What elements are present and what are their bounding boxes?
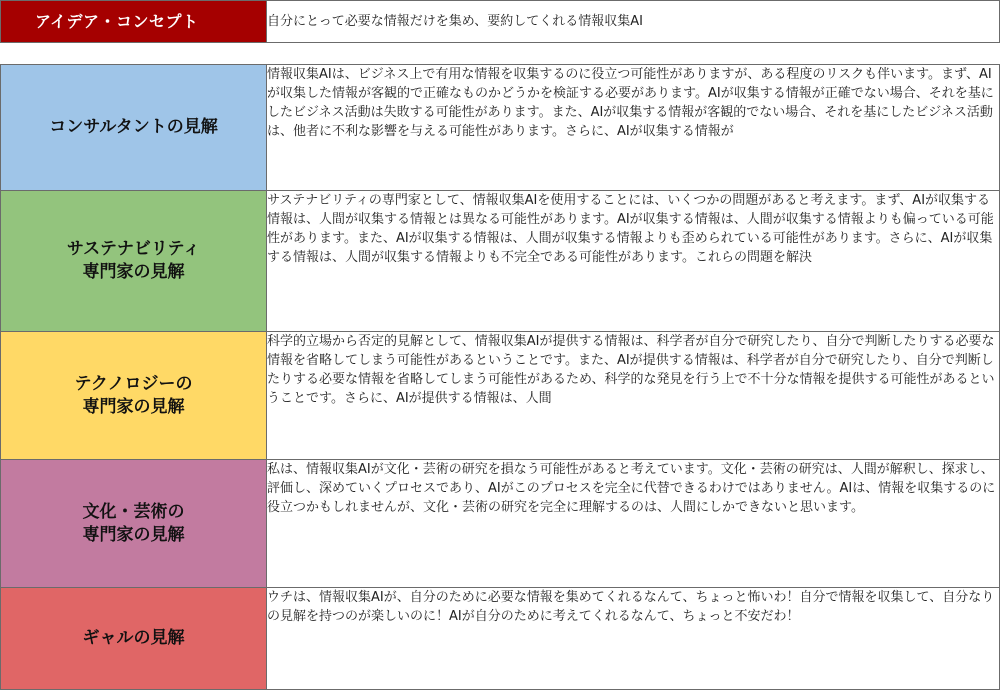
consultant-label: コンサルタントの見解 [49,117,218,137]
gal-opinion-text: ウチは、情報収集AIが、自分のために必要な情報を集めてくれるなんて、ちょっと怖いわ！自分で情報を収集して、自分なりの見解を持つのが楽しいのに！AIが自分のために考えてくれるなんて、ちょっと不安だわ！ [267,590,995,624]
gal-label: ギャルの見解 [82,628,185,648]
sustainability-opinion-text: サステナビリティの専門家として、情報収集AIを使用することには、いくつかの問題があると考えます。まず、AIが収集する情報は、人間が収集する情報とは異なる可能性があります。AIが収集する情報は、人間が収集する情報よりも偏っている可能性があります。また、AIが収集する情報は、人間が収集する情報よりも歪められている可能性があります。さらに、AIが収集する情報は、人間が収集する情報よりも不完全である可能性があります。これらの問題を解決 [267,193,994,265]
sustainability-opinion-cell[interactable] [267,191,1000,332]
concept-text-cell[interactable] [267,1,1000,43]
consultant-opinion-cell[interactable] [267,65,1000,191]
sustainability-label-line-2: 専門家の見解 [82,262,185,282]
technology-label-line-1: テクノロジーの [74,373,193,394]
consultant-row [1,65,1000,191]
technology-row [1,332,1000,460]
technology-label-line-2: 専門家の見解 [82,396,185,417]
culture-art-opinion-text: 私は、情報収集AIが文化・芸術の研究を損なう可能性があると考えています。文化・芸術の研究は、人間が解釈し、探求し、評価し、深めていくプロセスであり、AIがこのプロセスを完全に代替できるわけではありません。AIは、情報を収集するのに役立つかもしれませんが、文化・芸術の研究を完全に理解するのは、人間にしかできないと思います。 [267,462,996,515]
spacer-cell-right[interactable] [267,43,1000,65]
concept-text: 自分にとって必要な情報だけを集め、要約してくれる情報収集AI [267,14,643,29]
technology-opinion-cell[interactable] [267,332,1000,460]
culture-art-label-cell[interactable] [1,460,267,588]
gal-label-cell[interactable] [1,588,267,690]
spacer-row [1,43,1000,65]
culture-art-row [1,460,1000,588]
culture-art-opinion-cell[interactable] [267,460,1000,588]
gal-opinion-cell[interactable] [267,588,1000,690]
sustainability-row [1,191,1000,332]
consultant-label-cell[interactable] [1,65,267,191]
concept-label: アイデア・コンセプト [35,12,199,31]
gal-row [1,588,1000,690]
culture-art-label-line-2: 専門家の見解 [82,524,185,545]
concept-label-cell[interactable] [1,1,267,43]
technology-opinion-text: 科学的立場から否定的見解として、情報収集AIが提供する情報は、科学者が自分で研究したり、自分で判断したりする必要な情報を省略してしまう可能性があるということです。また、AIが提供する情報は、科学者が自分で研究したり、自分で判断したりする必要な情報を省略してしまう可能性があるため、科学的な発見を行う上で不十分な情報を提供する可能性があるということです。さらに、AIが提供する情報は、人間 [267,334,995,406]
sustainability-label-cell[interactable] [1,191,267,332]
concept-row [1,1,1000,43]
spacer-cell-left[interactable] [1,43,267,65]
consultant-opinion-text: 情報収集AIは、ビジネス上で有用な情報を収集するのに役立つ可能性がありますが、ある程度のリスクも伴います。まず、AIが収集した情報が客観的で正確なものかどうかを検証する必要があります。AIが収集する情報が正確でない場合、それを基にしたビジネス活動は失敗する可能性があります。また、AIが収集する情報が客観的でない場合、それを基にしたビジネス活動は、他者に不利な影響を与える可能性があります。さらに、AIが収集する情報が [267,67,994,139]
culture-art-label-line-1: 文化・芸術の [82,501,185,522]
sustainability-label-line-1: サステナビリティ [66,239,201,259]
technology-label-cell[interactable] [1,332,267,460]
